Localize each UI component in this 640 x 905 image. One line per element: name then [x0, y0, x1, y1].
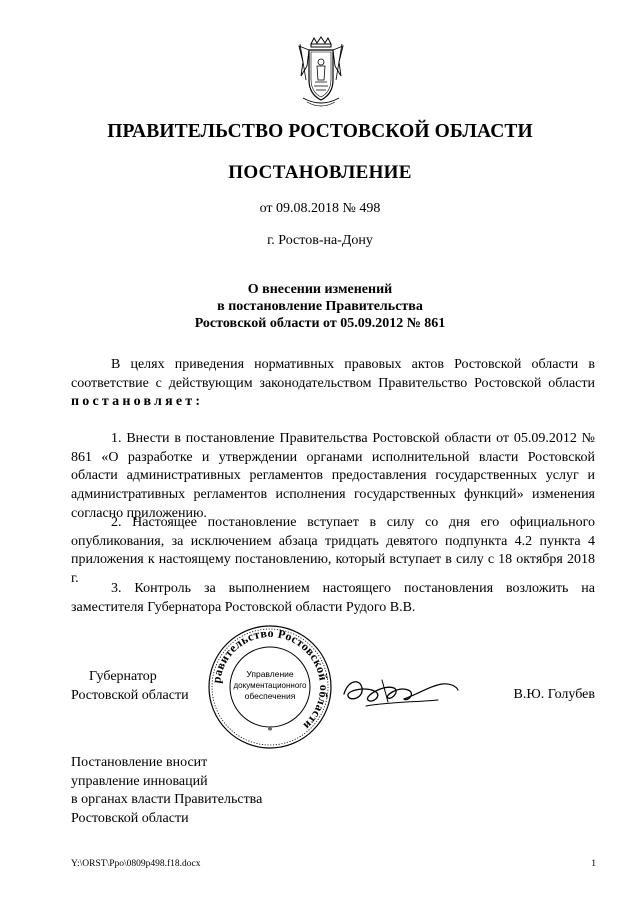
seal-inner-line-1: Управление [246, 669, 294, 679]
intro-text: В целях приведения нормативных правовых актов Ростовской области в соответствие с действующим законодательством Правительство Ростовской области [71, 357, 595, 391]
coat-of-arms-icon [297, 36, 345, 110]
paragraph-1: 1. Внести в постановление Правительства Ростовской области от 05.09.2012 № 861 «О разработке и утверждении органами исполнительной власти Ростовской области административных регламентов предоставления государственных услуг и административных регламентов исполнения государственных функций» изменения согласно приложению. [71, 431, 595, 521]
decree-word: постановляет: [71, 394, 204, 410]
seal-star-icon: * [267, 726, 273, 737]
document-city: г. Ростов-на-Дону [267, 233, 373, 248]
seal-outer-text: равительство Ростовской области [209, 625, 332, 734]
note-line-3: в органах власти Правительства [71, 792, 263, 808]
note-line-2: управление инноваций [71, 773, 208, 789]
submitter-note [71, 754, 262, 829]
document-type-title: ПОСТАНОВЛЕНИЕ [228, 162, 412, 183]
handwritten-signature-icon [338, 672, 464, 716]
subject-line-3: Ростовской области от 05.09.2012 № 861 [194, 316, 446, 331]
position-region: Ростовской области [71, 687, 189, 703]
government-title: ПРАВИТЕЛЬСТВО РОСТОВСКОЙ ОБЛАСТИ [107, 121, 533, 142]
signatory-name: В.Ю. Голубев [513, 687, 595, 702]
document-subject [0, 281, 640, 332]
subject-line-1: О внесении изменений [247, 282, 393, 297]
paragraph-2: 2. Настоящее постановление вступает в силу со дня его официального опубликования, за исключением абзаца тридцать девятого подпункта 4.2 пункта 4 приложения к настоящему постановлению, который вступает в силу с 18 октября 2018 г. [71, 515, 595, 587]
intro-paragraph [71, 356, 595, 412]
file-path: Y:\ORST\Ppo\0809p498.f18.docx [71, 859, 201, 869]
page-number: 1 [591, 859, 596, 869]
position-title: Губернатор [89, 669, 157, 684]
note-line-4: Ростовской области [71, 811, 189, 827]
official-seal-icon [205, 622, 335, 752]
subject-line-2: в постановление Правительства [217, 299, 423, 314]
seal-inner-line-2: документационного [233, 681, 307, 690]
note-line-1: Постановление вносит [71, 755, 208, 770]
document-date-number: от 09.08.2018 № 498 [259, 201, 381, 216]
seal-inner-line-3: обеспечения [244, 691, 296, 701]
paragraph-3: 3. Контроль за выполнением настоящего постановления возложить на заместителя Губернатора Ростовской области Рудого В.В. [71, 581, 595, 615]
signatory-position [71, 668, 189, 705]
